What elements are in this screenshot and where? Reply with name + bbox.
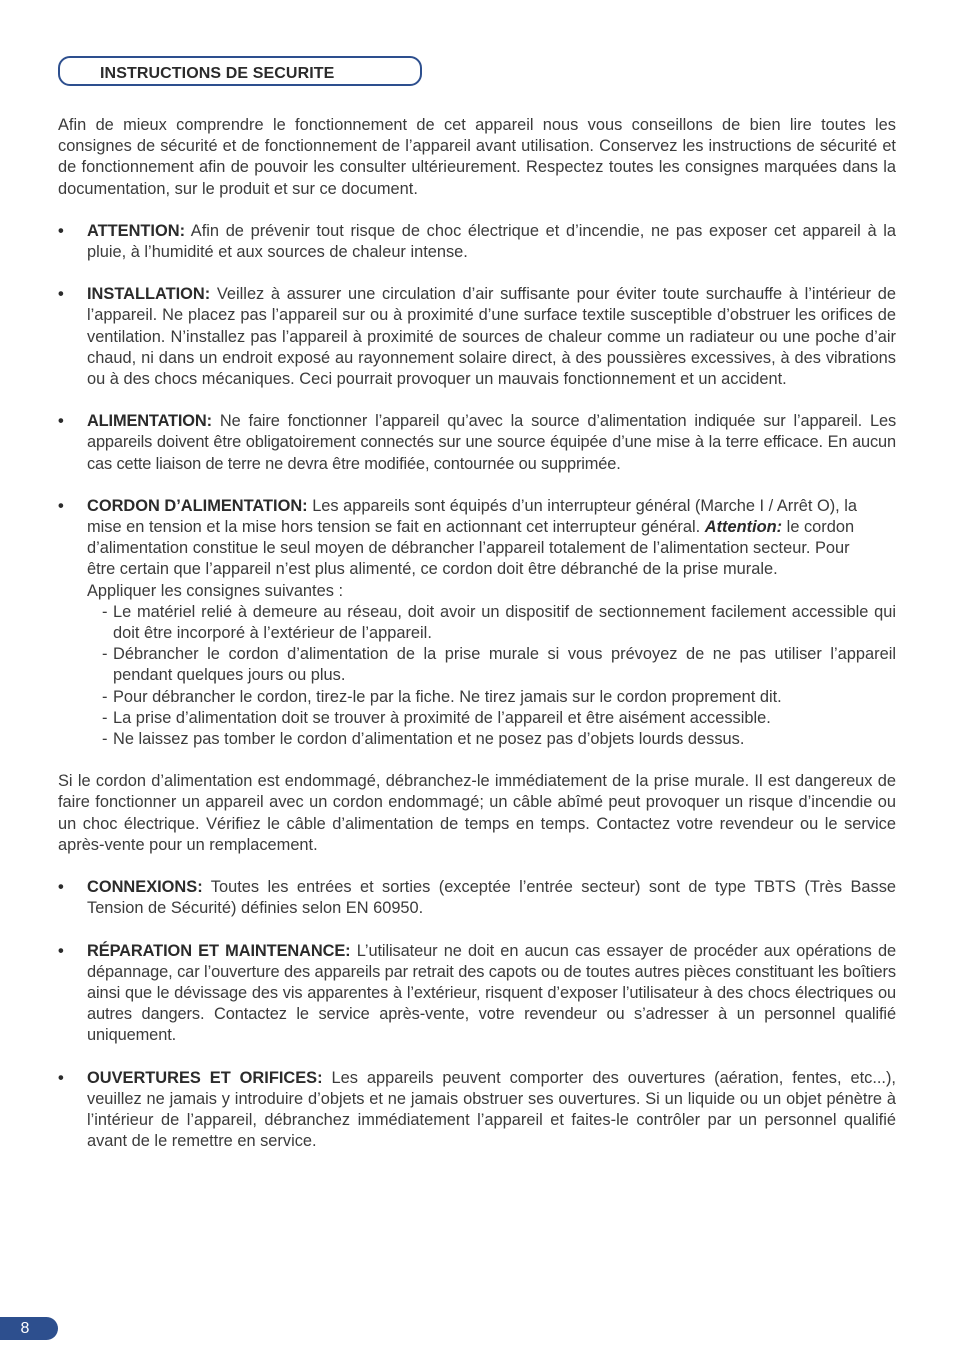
bullet-lead: INSTALLATION: xyxy=(87,285,211,304)
bullet-text: Veillez à assurer une circulation d’air suffisante pour éviter toute surchauffe à l’intérieur de l’appareil. Ne placez pas l’appareil sur ou à proximité d’une surface textile susceptible d’obstruer les orifices de ventilation. N’installez pas l’appareil à proximité de sources de chaleur comme un radiateur ou une poche d’air chaud, ni dans un endroit exposé au rayonnement solaire direct, à des poussières excessives, à des vibrations ou à des chocs mécaniques. Ceci pourrait provoquer un mauvais fonctionnement et un accident. xyxy=(87,285,896,389)
bullet-text: Toutes les entrées et sorties (exceptée l’entrée secteur) sont de type TBTS (Très Basse Tension de Sécurité) définies selon EN 60950. xyxy=(87,878,896,918)
bullet-alimentation xyxy=(58,411,896,475)
bullet-icon: • xyxy=(58,878,64,897)
document-body xyxy=(58,115,896,1152)
bullet-lead: CORDON D’ALIMENTATION: xyxy=(87,496,308,515)
section-header-box xyxy=(58,56,422,86)
cordon-item: - La prise d’alimentation doit se trouver à proximité de l’appareil et être aisément accessible. xyxy=(102,708,771,727)
attention-label: Attention: xyxy=(704,518,783,537)
bullet-connexions xyxy=(58,877,896,919)
bullet-lead: ALIMENTATION: xyxy=(87,412,212,431)
page-number: 8 xyxy=(20,1320,30,1337)
bullet-text-continued: le cordon d’alimentation constitue le seul moyen de débrancher l’appareil totalement de l’alimentation secteur. Pour être certain que l’appareil n’est plus alimenté, ce cordon doit être débranché de la prise murale. xyxy=(87,518,855,579)
apply-instructions: Appliquer les consignes suivantes : xyxy=(87,581,344,600)
bullet-text: Les appareils sont équipés d’un interrupteur général (Marche I / Arrêt O), la mise en tension et la mise hors tension se fait en actionnant cet interrupteur général. xyxy=(87,496,858,537)
bullet-text: L’utilisateur ne doit en aucun cas essayer de procéder aux opérations de dépannage, car l’ouverture des appareils par retrait des capots ou de toutes autres pièces constituant les boîtiers ainsi que le dévissage des vis apparentes à l’extérieur, risquent d’exposer l’utilisateur à des chocs électriques ou autres dangers. Contactez le service après-vente, votre revendeur ou s’adresser à un personnel qualifié uniquement. xyxy=(87,941,896,1045)
bullet-lead: RÉPARATION ET MAINTENANCE: xyxy=(87,941,351,960)
cordon-item: - Débrancher le cordon d’alimentation de la prise murale si vous prévoyez de ne pas utiliser l’appareil pendant quelques jours ou plus. xyxy=(102,645,896,685)
bullet-icon: • xyxy=(58,941,64,960)
bullet-installation xyxy=(58,284,896,390)
bullet-icon: • xyxy=(58,412,64,431)
bullet-text: Afin de prévenir tout risque de choc électrique et d’incendie, ne pas exposer cet appareil à la pluie, à l’humidité et aux sources de chaleur intense. xyxy=(87,221,896,262)
damaged-cord-paragraph: Si le cordon d’alimentation est endommagé, débranchez-le immédiatement de la prise murale. Il est dangereux de faire fonctionner un appareil avec un cordon endommagé; un câble abîmé peut provoquer un risque d’incendie ou un choc électrique. Vérifiez le câble d’alimentation de temps en temps. Contactez votre revendeur ou le service après-vente pour un remplacement. xyxy=(58,772,896,854)
bullet-attention xyxy=(58,221,896,263)
bullet-icon: • xyxy=(58,221,64,240)
cordon-item: - Le matériel relié à demeure au réseau, doit avoir un dispositif de sectionnement facilement accessible qui doit être incorporé à l’extérieur de l’appareil. xyxy=(102,602,896,643)
page-number-tab xyxy=(0,1317,58,1340)
bullet-lead: OUVERTURES ET ORIFICES: xyxy=(87,1068,323,1087)
bullet-cordon xyxy=(58,496,896,750)
bullet-lead: CONNEXIONS: xyxy=(87,878,203,897)
bullet-reparation xyxy=(58,941,896,1047)
cordon-item: - Ne laissez pas tomber le cordon d’alimentation et ne posez pas d’objets lourds dessus. xyxy=(102,730,745,749)
bullet-icon: • xyxy=(58,1068,64,1087)
cordon-item: - Pour débrancher le cordon, tirez-le par la fiche. Ne tirez jamais sur le cordon proprement dit. xyxy=(102,687,782,706)
section-title: INSTRUCTIONS DE SECURITE xyxy=(100,65,335,82)
bullet-ouvertures xyxy=(58,1068,896,1153)
bullet-icon: • xyxy=(58,285,64,304)
bullet-lead: ATTENTION: xyxy=(87,221,186,240)
bullet-text: Les appareils peuvent comporter des ouvertures (aération, fentes, etc...), veuillez ne jamais y introduire d’objets et ne jamais obstruer ses ouvertures. Si un liquide ou un objet pénètre à l’intérieur de l’appareil, débranchez immédiatement l’appareil et faites-le contrôler par un personnel qualifié avant de le remettre en service. xyxy=(87,1068,896,1151)
intro-paragraph: Afin de mieux comprendre le fonctionnement de cet appareil nous vous conseillons de bien lire toutes les consignes de sécurité et de fonctionnement de l’appareil avant utilisation. Conservez les instructions de sécurité et de fonctionnement afin de pouvoir les consulter ultérieurement. Respectez toutes les consignes marquées dans la documentation, sur le produit et sur ce document. xyxy=(58,116,896,198)
bullet-icon: • xyxy=(58,496,64,515)
bullet-text: Ne faire fonctionner l’appareil qu’avec la source d’alimentation indiquée sur l’appareil. Les appareils doivent être obligatoirement connectés sur une source équipée d’une mise à la terre efficace. En aucun cas cette liaison de terre ne devra être modifiée, contournée ou supprimée. xyxy=(87,412,896,473)
